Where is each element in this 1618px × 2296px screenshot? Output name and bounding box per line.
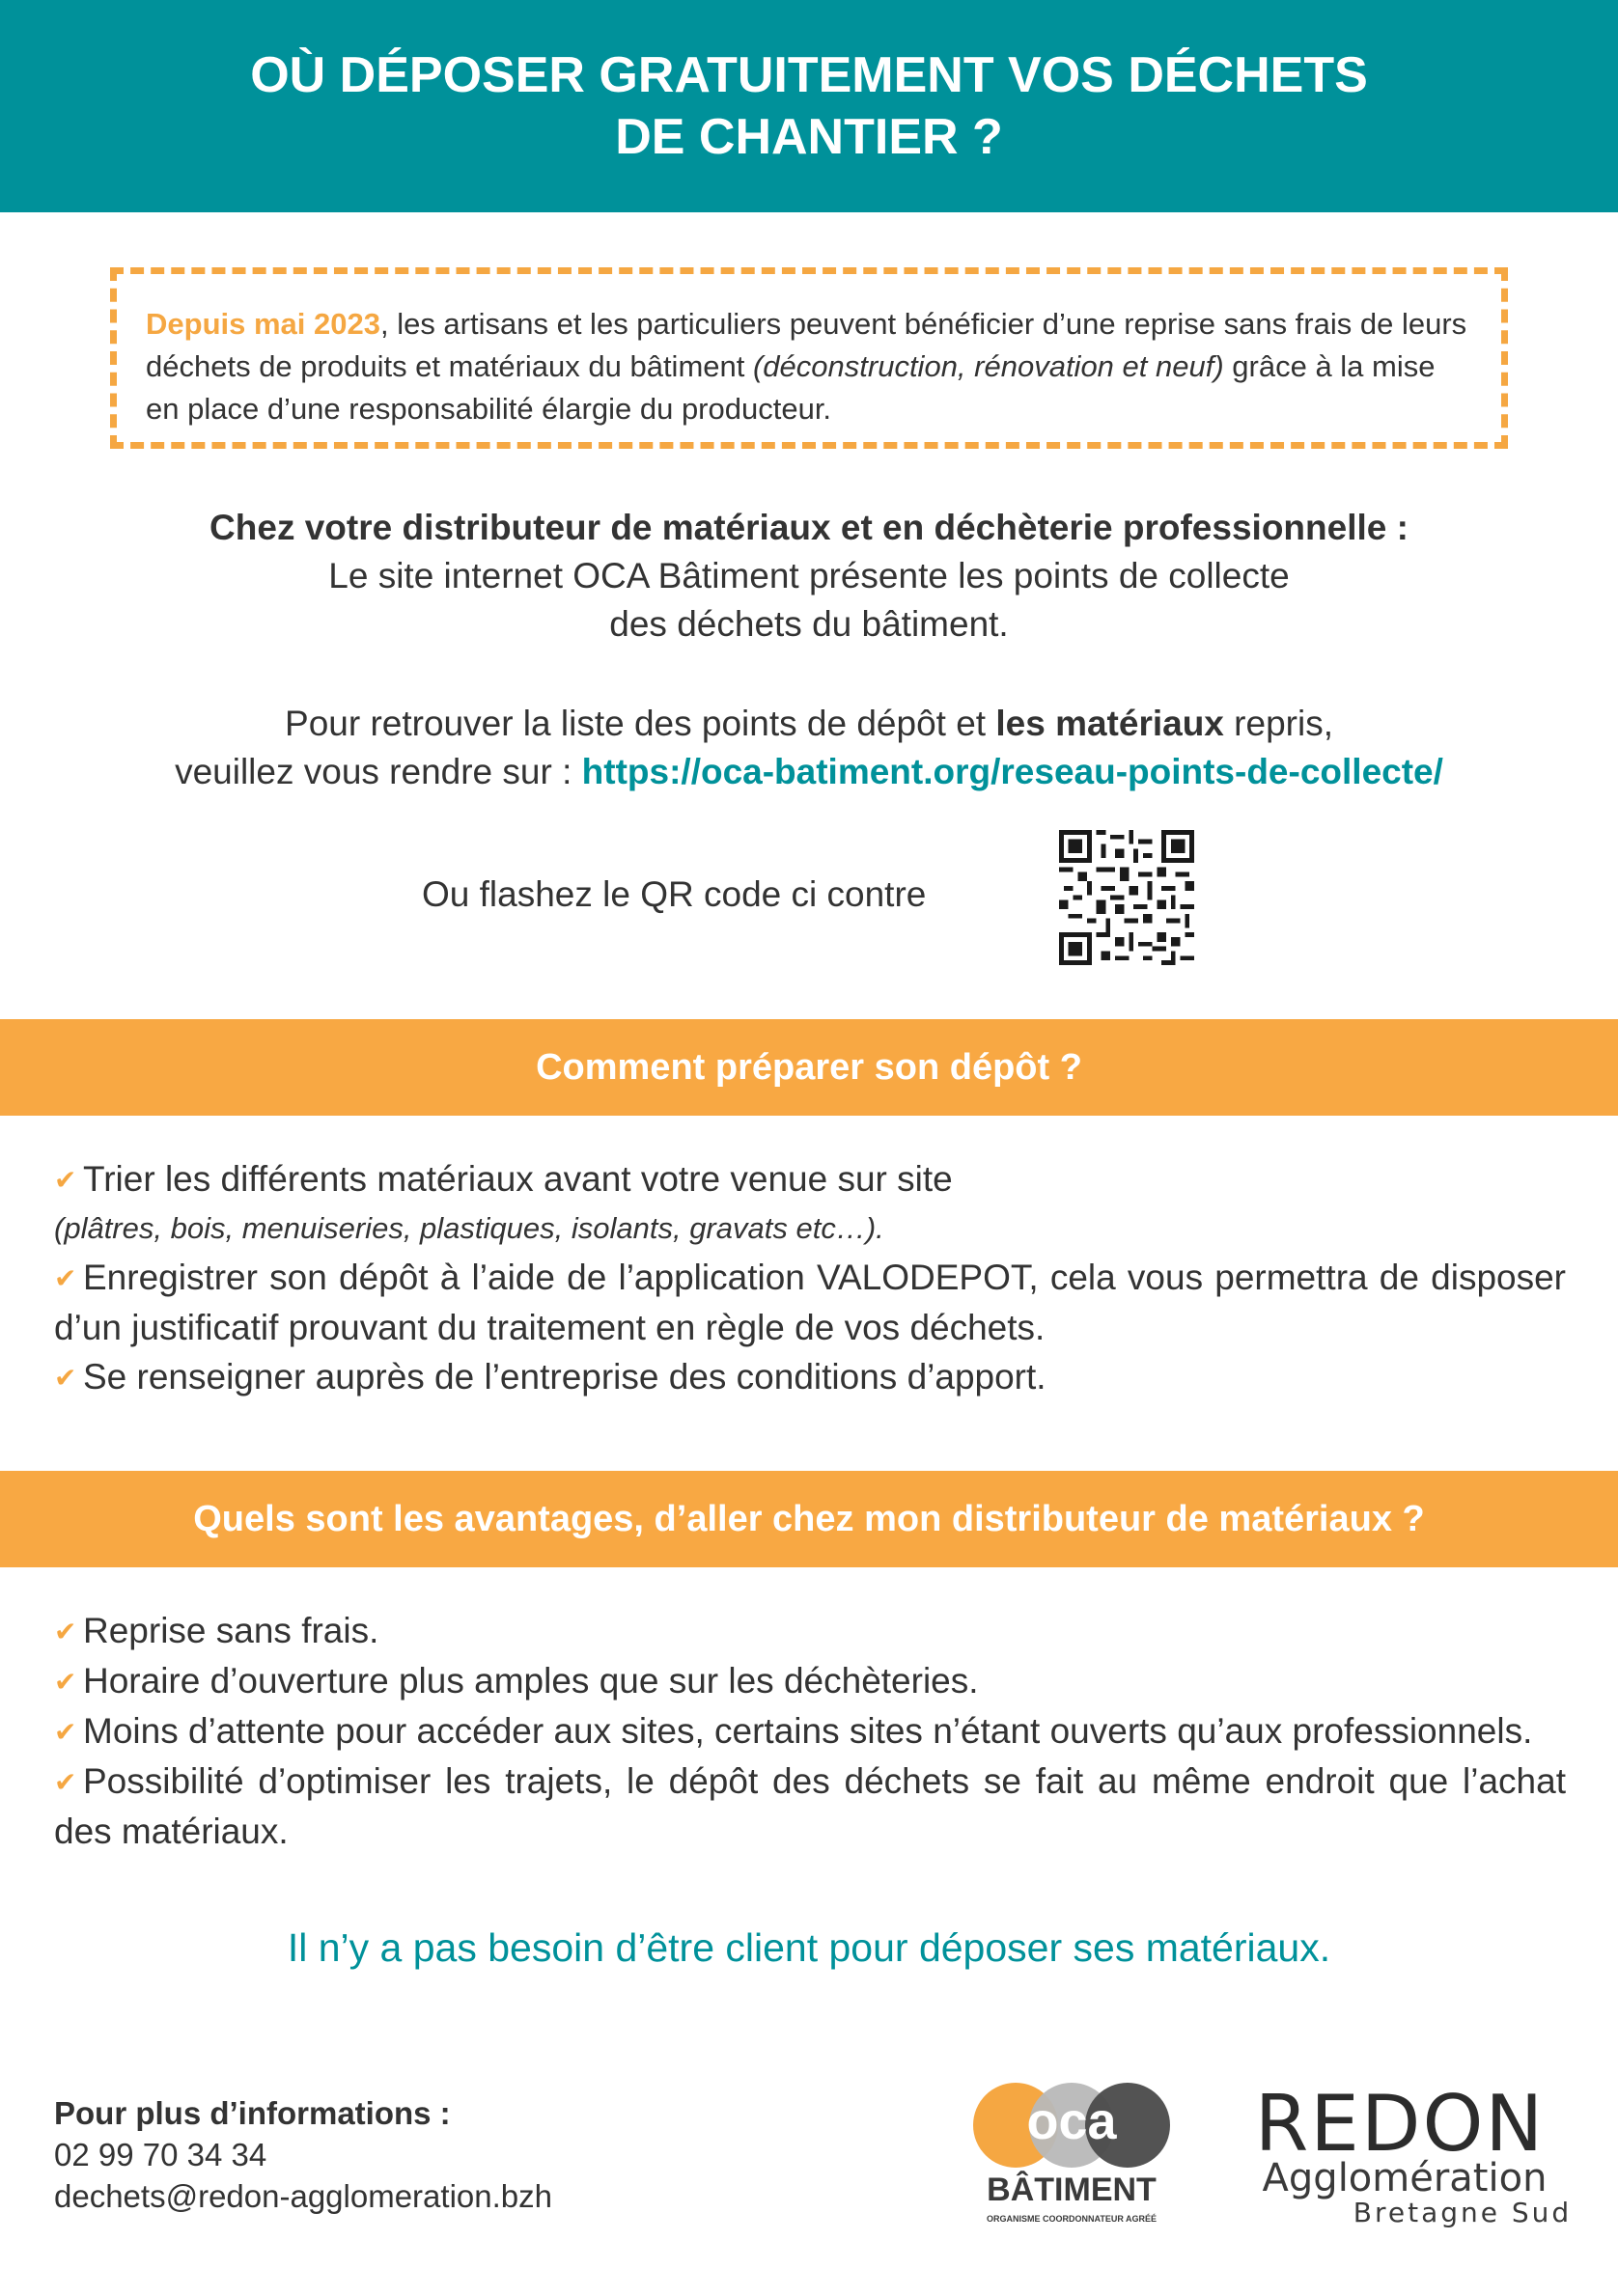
oca-batiment-logo bbox=[956, 2075, 1187, 2234]
oca-name-text: BÂTIMENT bbox=[987, 2172, 1157, 2208]
check-icon: ✔ bbox=[54, 1363, 77, 1393]
list-item: ✔ Se renseigner auprès de l’entreprise des conditions d’apport. bbox=[54, 1352, 1566, 1402]
check-icon: ✔ bbox=[54, 1617, 77, 1646]
find-block bbox=[0, 700, 1618, 796]
section-advantages-title: Quels sont les avantages, d’aller chez mon distributeur de matériaux ? bbox=[0, 1471, 1618, 1567]
list-item: ✔ Reprise sans frais. bbox=[54, 1606, 1566, 1656]
list-item-sub: (plâtres, bois, menuiseries, plastiques, isolants, gravats etc…). bbox=[54, 1211, 884, 1245]
contact-title: Pour plus d’informations : bbox=[54, 2095, 451, 2131]
page-header bbox=[0, 0, 1618, 212]
intro-box bbox=[110, 267, 1508, 449]
qr-caption: Ou flashez le QR code ci contre bbox=[422, 874, 927, 914]
distributor-line2: des déchets du bâtiment. bbox=[609, 604, 1009, 644]
list-item: ✔ Possibilité d’optimiser les trajets, le dépôt des déchets se fait au même endroit que l’achat des matériaux. bbox=[54, 1757, 1566, 1856]
check-icon: ✔ bbox=[54, 1767, 77, 1797]
list-item: ✔ Enregistrer son dépôt à l’aide de l’application VALODEPOT, cela vous permettra de disposer d’un justificatif prouvant du traitement en règle de vos déchets. bbox=[54, 1253, 1566, 1352]
find-text-3: veuillez vous rendre sur : bbox=[175, 752, 582, 791]
intro-text-2: grâce à la mise en place d’une responsabilité élargie du producteur. bbox=[146, 349, 1436, 426]
redon-line2-text: Agglomération bbox=[1262, 2156, 1548, 2200]
check-icon: ✔ bbox=[54, 1667, 77, 1697]
list-item: ✔ Horaire d’ouverture plus amples que sur les déchèteries. bbox=[54, 1656, 1566, 1706]
prepare-list bbox=[54, 1154, 1566, 1402]
list-item: ✔ Moins d’attente pour accéder aux sites, certains sites n’étant ouverts qu’aux professionnels. bbox=[54, 1706, 1566, 1757]
find-bold: les matériaux bbox=[995, 704, 1224, 743]
qr-code[interactable] bbox=[1059, 830, 1194, 965]
advantages-list bbox=[54, 1606, 1566, 1856]
distributor-block bbox=[0, 504, 1618, 649]
intro-italic: (déconstruction, rénovation et neuf) bbox=[752, 349, 1224, 383]
contact-phone[interactable]: 02 99 70 34 34 bbox=[54, 2137, 267, 2172]
check-icon: ✔ bbox=[54, 1165, 77, 1195]
redon-name-text: REDON bbox=[1254, 2079, 1546, 2169]
intro-text-1: , les artisans et les particuliers peuvent bénéficier d’une reprise sans frais de leurs déchets de produits et matériaux du bâtiment bbox=[146, 307, 1467, 383]
distributor-line1: Le site internet OCA Bâtiment présente les points de collecte bbox=[328, 556, 1290, 595]
check-icon: ✔ bbox=[54, 1263, 77, 1293]
find-text-2: repris, bbox=[1223, 704, 1333, 743]
contact-email[interactable]: dechets@redon-agglomeration.bzh bbox=[54, 2178, 552, 2214]
header-title-line1: OÙ DÉPOSER GRATUITEMENT VOS DÉCHETS bbox=[250, 47, 1368, 103]
closing-statement: Il n’y a pas besoin d’être client pour déposer ses matériaux. bbox=[287, 1925, 1331, 1970]
find-text-1: Pour retrouver la liste des points de dépôt et bbox=[285, 704, 996, 743]
redon-line3-text: Bretagne Sud bbox=[1353, 2197, 1573, 2228]
collection-points-link[interactable]: https://oca-batiment.org/reseau-points-de-collecte/ bbox=[581, 752, 1443, 791]
list-item: ✔ Trier les différents matériaux avant votre venue sur site bbox=[54, 1154, 1566, 1204]
section-prepare-title: Comment préparer son dépôt ? bbox=[0, 1019, 1618, 1116]
check-icon: ✔ bbox=[54, 1717, 77, 1747]
oca-mark-text: oca bbox=[1026, 2092, 1117, 2150]
header-title-line2: DE CHANTIER ? bbox=[615, 109, 1003, 165]
oca-tagline-text: ORGANISME COORDONNATEUR AGRÉÉ bbox=[986, 2214, 1158, 2224]
distributor-heading: Chez votre distributeur de matériaux et en déchèterie professionnelle : bbox=[209, 508, 1409, 547]
contact-block bbox=[54, 2092, 552, 2217]
intro-highlight: Depuis mai 2023 bbox=[146, 307, 380, 341]
redon-agglomeration-logo bbox=[1226, 2075, 1574, 2234]
